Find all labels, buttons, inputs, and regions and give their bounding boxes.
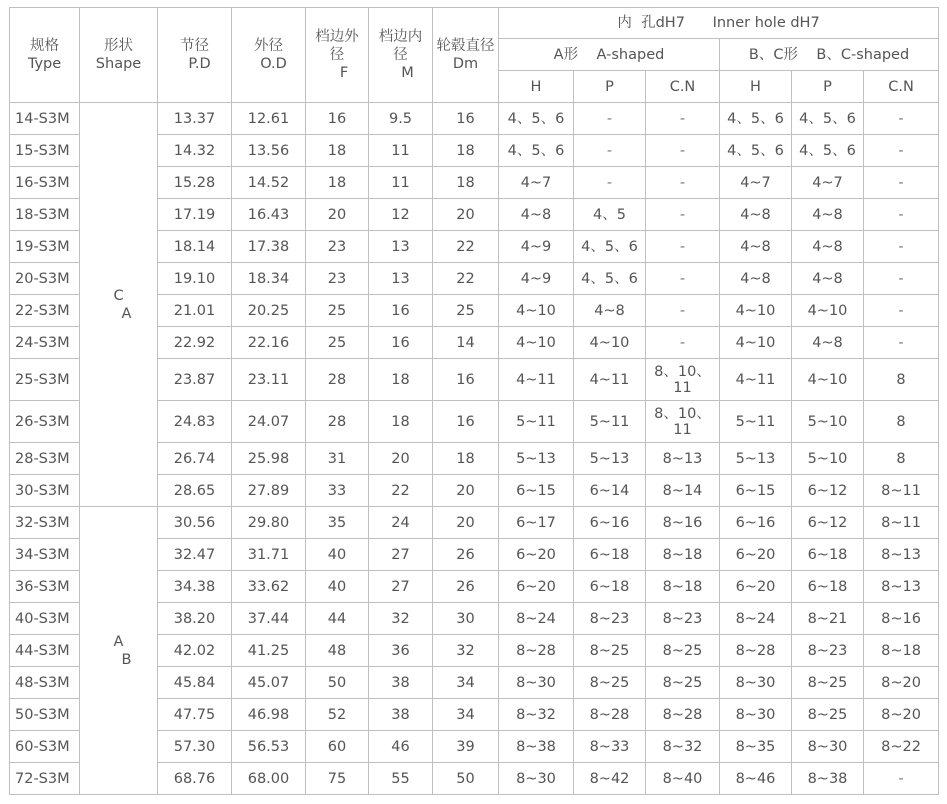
cell-b-h: 8~35	[720, 731, 792, 763]
cell-b-cn: 8~20	[864, 667, 939, 699]
cell-a-h: 8~32	[499, 699, 574, 731]
cell-f: 44	[306, 603, 369, 635]
cell-a-p: 5~11	[574, 401, 646, 443]
cell-m: 20	[369, 443, 433, 475]
cell-b-p: 4~8	[792, 199, 864, 231]
cell-m: 22	[369, 475, 433, 507]
cell-a-cn: -	[646, 263, 720, 295]
cell-a-p: 5~13	[574, 443, 646, 475]
cell-b-cn: -	[864, 763, 939, 795]
cell-b-h: 4~10	[720, 327, 792, 359]
cell-f: 23	[306, 231, 369, 263]
cell-a-h: 8~38	[499, 731, 574, 763]
cell-type: 18-S3M	[10, 199, 80, 231]
cell-pd: 26.74	[158, 443, 232, 475]
subheader-a-cn: C.N	[646, 71, 720, 103]
cell-dm: 26	[433, 571, 499, 603]
cell-a-p: 4~8	[574, 295, 646, 327]
shape-line-1: A	[113, 633, 124, 650]
cell-b-h: 4~8	[720, 231, 792, 263]
cell-a-cn: -	[646, 103, 720, 135]
cell-b-cn: -	[864, 295, 939, 327]
cell-f: 28	[306, 359, 369, 401]
cell-line: 11	[673, 379, 692, 396]
header-shape: 形状 Shape	[80, 8, 158, 103]
cell-b-cn: -	[864, 135, 939, 167]
cell-type: 72-S3M	[10, 763, 80, 795]
header-bc-shaped: B、C形 B、C-shaped	[720, 39, 939, 71]
cell-pd: 24.83	[158, 401, 232, 443]
cell-b-p: 8~23	[792, 635, 864, 667]
cell-pd: 34.38	[158, 571, 232, 603]
cell-b-h: 4、5、6	[720, 103, 792, 135]
cell-dm: 39	[433, 731, 499, 763]
subheader-b-p: P	[792, 71, 864, 103]
cell-type: 48-S3M	[10, 667, 80, 699]
cell-dm: 22	[433, 263, 499, 295]
cell-a-h: 4~10	[499, 295, 574, 327]
cell-f: 23	[306, 263, 369, 295]
cell-b-cn: -	[864, 231, 939, 263]
cell-a-h: 4~7	[499, 167, 574, 199]
cell-a-cn: -	[646, 295, 720, 327]
cell-pd: 22.92	[158, 327, 232, 359]
cell-a-h: 6~20	[499, 539, 574, 571]
cell-pd: 68.76	[158, 763, 232, 795]
cell-b-cn: 8~11	[864, 507, 939, 539]
cell-od: 13.56	[232, 135, 306, 167]
cell-a-cn	[646, 401, 720, 443]
cell-a-cn	[646, 359, 720, 401]
cell-f: 40	[306, 539, 369, 571]
cell-a-p: 4、5	[574, 199, 646, 231]
cell-b-h: 6~15	[720, 475, 792, 507]
cell-type: 15-S3M	[10, 135, 80, 167]
shape-line-1: C	[113, 287, 124, 304]
cell-m: 32	[369, 603, 433, 635]
cell-m: 9.5	[369, 103, 433, 135]
cell-a-cn: 8~25	[646, 635, 720, 667]
header-hub-diameter: 轮毂直径 Dm	[433, 8, 499, 103]
cell-b-cn: 8~13	[864, 539, 939, 571]
cell-od: 68.00	[232, 763, 306, 795]
cell-m: 27	[369, 539, 433, 571]
cell-type: 16-S3M	[10, 167, 80, 199]
cell-type: 22-S3M	[10, 295, 80, 327]
cell-type: 14-S3M	[10, 103, 80, 135]
cell-m: 11	[369, 167, 433, 199]
cell-od: 12.61	[232, 103, 306, 135]
cell-od: 33.62	[232, 571, 306, 603]
cell-a-p: 8~25	[574, 635, 646, 667]
cell-f: 31	[306, 443, 369, 475]
cell-a-h: 4、5、6	[499, 135, 574, 167]
cell-a-p: 8~25	[574, 667, 646, 699]
cell-dm: 16	[433, 401, 499, 443]
cell-b-h: 5~13	[720, 443, 792, 475]
cell-a-p: 6~18	[574, 571, 646, 603]
cell-b-cn: 8~18	[864, 635, 939, 667]
cell-pd: 21.01	[158, 295, 232, 327]
cell-m: 16	[369, 327, 433, 359]
subheader-a-p: P	[574, 71, 646, 103]
cell-m: 11	[369, 135, 433, 167]
cell-pd: 30.56	[158, 507, 232, 539]
cell-type: 30-S3M	[10, 475, 80, 507]
cell-f: 25	[306, 295, 369, 327]
cell-pd: 19.10	[158, 263, 232, 295]
header-a-shaped: A形 A-shaped	[499, 39, 720, 71]
cell-type: 26-S3M	[10, 401, 80, 443]
cell-b-h: 4~11	[720, 359, 792, 401]
cell-od: 46.98	[232, 699, 306, 731]
cell-b-p: 5~10	[792, 443, 864, 475]
cell-a-h: 6~15	[499, 475, 574, 507]
cell-a-p: -	[574, 135, 646, 167]
cell-m: 24	[369, 507, 433, 539]
cell-b-p: 5~10	[792, 401, 864, 443]
cell-m: 13	[369, 231, 433, 263]
cell-dm: 16	[433, 103, 499, 135]
cell-b-p: 4~8	[792, 327, 864, 359]
cell-a-cn: 8~28	[646, 699, 720, 731]
cell-b-cn: 8	[864, 359, 939, 401]
cell-a-cn: 8~13	[646, 443, 720, 475]
cell-a-p: 8~28	[574, 699, 646, 731]
cell-b-p: 4~10	[792, 295, 864, 327]
cell-od: 27.89	[232, 475, 306, 507]
cell-f: 35	[306, 507, 369, 539]
cell-od: 37.44	[232, 603, 306, 635]
cell-b-cn: 8~13	[864, 571, 939, 603]
cell-f: 52	[306, 699, 369, 731]
cell-b-p: 8~38	[792, 763, 864, 795]
cell-pd: 47.75	[158, 699, 232, 731]
cell-type: 24-S3M	[10, 327, 80, 359]
cell-b-cn: -	[864, 199, 939, 231]
cell-b-cn: 8	[864, 443, 939, 475]
cell-m: 12	[369, 199, 433, 231]
cell-f: 18	[306, 135, 369, 167]
cell-f: 18	[306, 167, 369, 199]
header-outer-diameter: 外径 O.D	[232, 8, 306, 103]
cell-dm: 16	[433, 359, 499, 401]
cell-b-p: 6~18	[792, 539, 864, 571]
cell-dm: 20	[433, 475, 499, 507]
cell-a-p: 4、5、6	[574, 263, 646, 295]
cell-a-h: 8~30	[499, 763, 574, 795]
cell-b-p: 8~21	[792, 603, 864, 635]
cell-b-p: 8~30	[792, 731, 864, 763]
cell-a-p: -	[574, 103, 646, 135]
cell-a-cn: 8~25	[646, 667, 720, 699]
cell-type: 40-S3M	[10, 603, 80, 635]
cell-dm: 20	[433, 507, 499, 539]
subheader-b-cn: C.N	[864, 71, 939, 103]
cell-type: 44-S3M	[10, 635, 80, 667]
cell-b-h: 4、5、6	[720, 135, 792, 167]
cell-a-p: 8~23	[574, 603, 646, 635]
cell-a-h: 6~20	[499, 571, 574, 603]
cell-b-h: 8~30	[720, 699, 792, 731]
cell-b-h: 8~30	[720, 667, 792, 699]
cell-a-h: 4、5、6	[499, 103, 574, 135]
cell-a-h: 8~28	[499, 635, 574, 667]
cell-f: 60	[306, 731, 369, 763]
cell-b-h: 8~24	[720, 603, 792, 635]
cell-dm: 18	[433, 443, 499, 475]
cell-od: 31.71	[232, 539, 306, 571]
cell-type: 36-S3M	[10, 571, 80, 603]
cell-od: 25.98	[232, 443, 306, 475]
cell-b-cn: 8~11	[864, 475, 939, 507]
cell-a-h: 8~24	[499, 603, 574, 635]
cell-dm: 34	[433, 699, 499, 731]
cell-od: 14.52	[232, 167, 306, 199]
cell-b-p: 4~8	[792, 263, 864, 295]
cell-b-cn: 8~22	[864, 731, 939, 763]
cell-pd: 14.32	[158, 135, 232, 167]
cell-shape-group	[80, 507, 158, 795]
cell-b-cn: -	[864, 103, 939, 135]
cell-a-cn: -	[646, 167, 720, 199]
cell-pd: 23.87	[158, 359, 232, 401]
cell-line: 11	[673, 421, 692, 438]
cell-type: 19-S3M	[10, 231, 80, 263]
cell-a-p: 4~10	[574, 327, 646, 359]
cell-a-h: 4~11	[499, 359, 574, 401]
cell-m: 38	[369, 699, 433, 731]
cell-pd: 57.30	[158, 731, 232, 763]
table-row	[10, 103, 939, 135]
cell-a-h: 8~30	[499, 667, 574, 699]
cell-a-p: 4~11	[574, 359, 646, 401]
cell-m: 16	[369, 295, 433, 327]
cell-b-cn: 8~16	[864, 603, 939, 635]
header-type: 规格 Type	[10, 8, 80, 103]
cell-dm: 25	[433, 295, 499, 327]
cell-f: 33	[306, 475, 369, 507]
cell-f: 50	[306, 667, 369, 699]
cell-dm: 32	[433, 635, 499, 667]
cell-f: 16	[306, 103, 369, 135]
cell-b-h: 6~16	[720, 507, 792, 539]
cell-type: 50-S3M	[10, 699, 80, 731]
cell-od: 17.38	[232, 231, 306, 263]
cell-type: 34-S3M	[10, 539, 80, 571]
cell-pd: 13.37	[158, 103, 232, 135]
cell-od: 41.25	[232, 635, 306, 667]
cell-shape-group	[80, 103, 158, 507]
cell-b-cn: 8	[864, 401, 939, 443]
cell-f: 48	[306, 635, 369, 667]
cell-f: 20	[306, 199, 369, 231]
cell-dm: 20	[433, 199, 499, 231]
cell-od: 22.16	[232, 327, 306, 359]
cell-a-cn: 8~18	[646, 539, 720, 571]
cell-dm: 30	[433, 603, 499, 635]
cell-a-p: 8~42	[574, 763, 646, 795]
cell-type: 25-S3M	[10, 359, 80, 401]
cell-m: 38	[369, 667, 433, 699]
cell-a-h: 5~11	[499, 401, 574, 443]
cell-b-p: 8~25	[792, 699, 864, 731]
cell-f: 25	[306, 327, 369, 359]
cell-a-cn: 8~16	[646, 507, 720, 539]
cell-b-h: 8~46	[720, 763, 792, 795]
cell-a-p: 6~16	[574, 507, 646, 539]
cell-pd: 32.47	[158, 539, 232, 571]
cell-od: 18.34	[232, 263, 306, 295]
cell-b-p: 4~8	[792, 231, 864, 263]
cell-a-p: 4、5、6	[574, 231, 646, 263]
cell-od: 23.11	[232, 359, 306, 401]
cell-b-p: 8~25	[792, 667, 864, 699]
cell-dm: 22	[433, 231, 499, 263]
cell-a-p: 8~33	[574, 731, 646, 763]
shape-line-2: A	[121, 305, 132, 322]
cell-b-p: 4~7	[792, 167, 864, 199]
cell-a-cn: -	[646, 231, 720, 263]
cell-od: 16.43	[232, 199, 306, 231]
cell-pd: 42.02	[158, 635, 232, 667]
cell-b-h: 6~20	[720, 539, 792, 571]
cell-od: 29.80	[232, 507, 306, 539]
cell-a-h: 4~10	[499, 327, 574, 359]
header-pitch-diameter: 节径 P.D	[158, 8, 232, 103]
cell-pd: 45.84	[158, 667, 232, 699]
shape-line-2: B	[121, 651, 132, 668]
cell-od: 45.07	[232, 667, 306, 699]
cell-b-h: 6~20	[720, 571, 792, 603]
cell-od: 56.53	[232, 731, 306, 763]
cell-a-cn: -	[646, 135, 720, 167]
subheader-a-h: H	[499, 71, 574, 103]
cell-a-cn: 8~14	[646, 475, 720, 507]
cell-m: 27	[369, 571, 433, 603]
cell-pd: 38.20	[158, 603, 232, 635]
cell-b-h: 4~10	[720, 295, 792, 327]
cell-pd: 17.19	[158, 199, 232, 231]
cell-b-cn: -	[864, 327, 939, 359]
cell-b-h: 4~7	[720, 167, 792, 199]
cell-type: 20-S3M	[10, 263, 80, 295]
cell-f: 75	[306, 763, 369, 795]
cell-pd: 18.14	[158, 231, 232, 263]
cell-m: 18	[369, 359, 433, 401]
cell-pd: 15.28	[158, 167, 232, 199]
cell-m: 46	[369, 731, 433, 763]
cell-b-p: 4、5、6	[792, 103, 864, 135]
header-flange-inner-diameter: 档边内 径 M	[369, 8, 433, 103]
cell-m: 36	[369, 635, 433, 667]
cell-a-h: 4~9	[499, 263, 574, 295]
cell-b-p: 4、5、6	[792, 135, 864, 167]
cell-dm: 34	[433, 667, 499, 699]
cell-type: 28-S3M	[10, 443, 80, 475]
cell-f: 28	[306, 401, 369, 443]
cell-dm: 14	[433, 327, 499, 359]
cell-b-p: 6~12	[792, 507, 864, 539]
cell-m: 18	[369, 401, 433, 443]
cell-a-cn: 8~23	[646, 603, 720, 635]
cell-dm: 50	[433, 763, 499, 795]
cell-dm: 18	[433, 167, 499, 199]
cell-a-p: -	[574, 167, 646, 199]
header-flange-outer-diameter: 档边外 径 F	[306, 8, 369, 103]
cell-b-p: 6~12	[792, 475, 864, 507]
cell-a-h: 6~17	[499, 507, 574, 539]
cell-b-h: 5~11	[720, 401, 792, 443]
cell-dm: 18	[433, 135, 499, 167]
cell-f: 40	[306, 571, 369, 603]
cell-b-h: 4~8	[720, 263, 792, 295]
cell-a-h: 4~8	[499, 199, 574, 231]
cell-b-cn: -	[864, 263, 939, 295]
cell-m: 13	[369, 263, 433, 295]
cell-a-cn: 8~18	[646, 571, 720, 603]
cell-od: 20.25	[232, 295, 306, 327]
table-row	[10, 507, 939, 539]
cell-a-cn: 8~32	[646, 731, 720, 763]
spec-table	[9, 7, 939, 795]
header-inner-hole: 内 孔dH7 Inner hole dH7	[499, 8, 939, 39]
subheader-b-h: H	[720, 71, 792, 103]
cell-b-cn: 8~20	[864, 699, 939, 731]
cell-a-cn: 8~40	[646, 763, 720, 795]
cell-a-cn: -	[646, 327, 720, 359]
cell-b-h: 4~8	[720, 199, 792, 231]
cell-type: 32-S3M	[10, 507, 80, 539]
cell-type: 60-S3M	[10, 731, 80, 763]
cell-line: 8、10、	[654, 363, 711, 380]
cell-a-p: 6~18	[574, 539, 646, 571]
cell-a-p: 6~14	[574, 475, 646, 507]
cell-a-h: 4~9	[499, 231, 574, 263]
cell-a-h: 5~13	[499, 443, 574, 475]
cell-a-cn: -	[646, 199, 720, 231]
cell-line: 8、10、	[654, 405, 711, 422]
cell-od: 24.07	[232, 401, 306, 443]
cell-b-p: 4~10	[792, 359, 864, 401]
cell-b-p: 6~18	[792, 571, 864, 603]
cell-pd: 28.65	[158, 475, 232, 507]
cell-m: 55	[369, 763, 433, 795]
cell-b-cn: -	[864, 167, 939, 199]
cell-dm: 26	[433, 539, 499, 571]
cell-b-h: 8~28	[720, 635, 792, 667]
